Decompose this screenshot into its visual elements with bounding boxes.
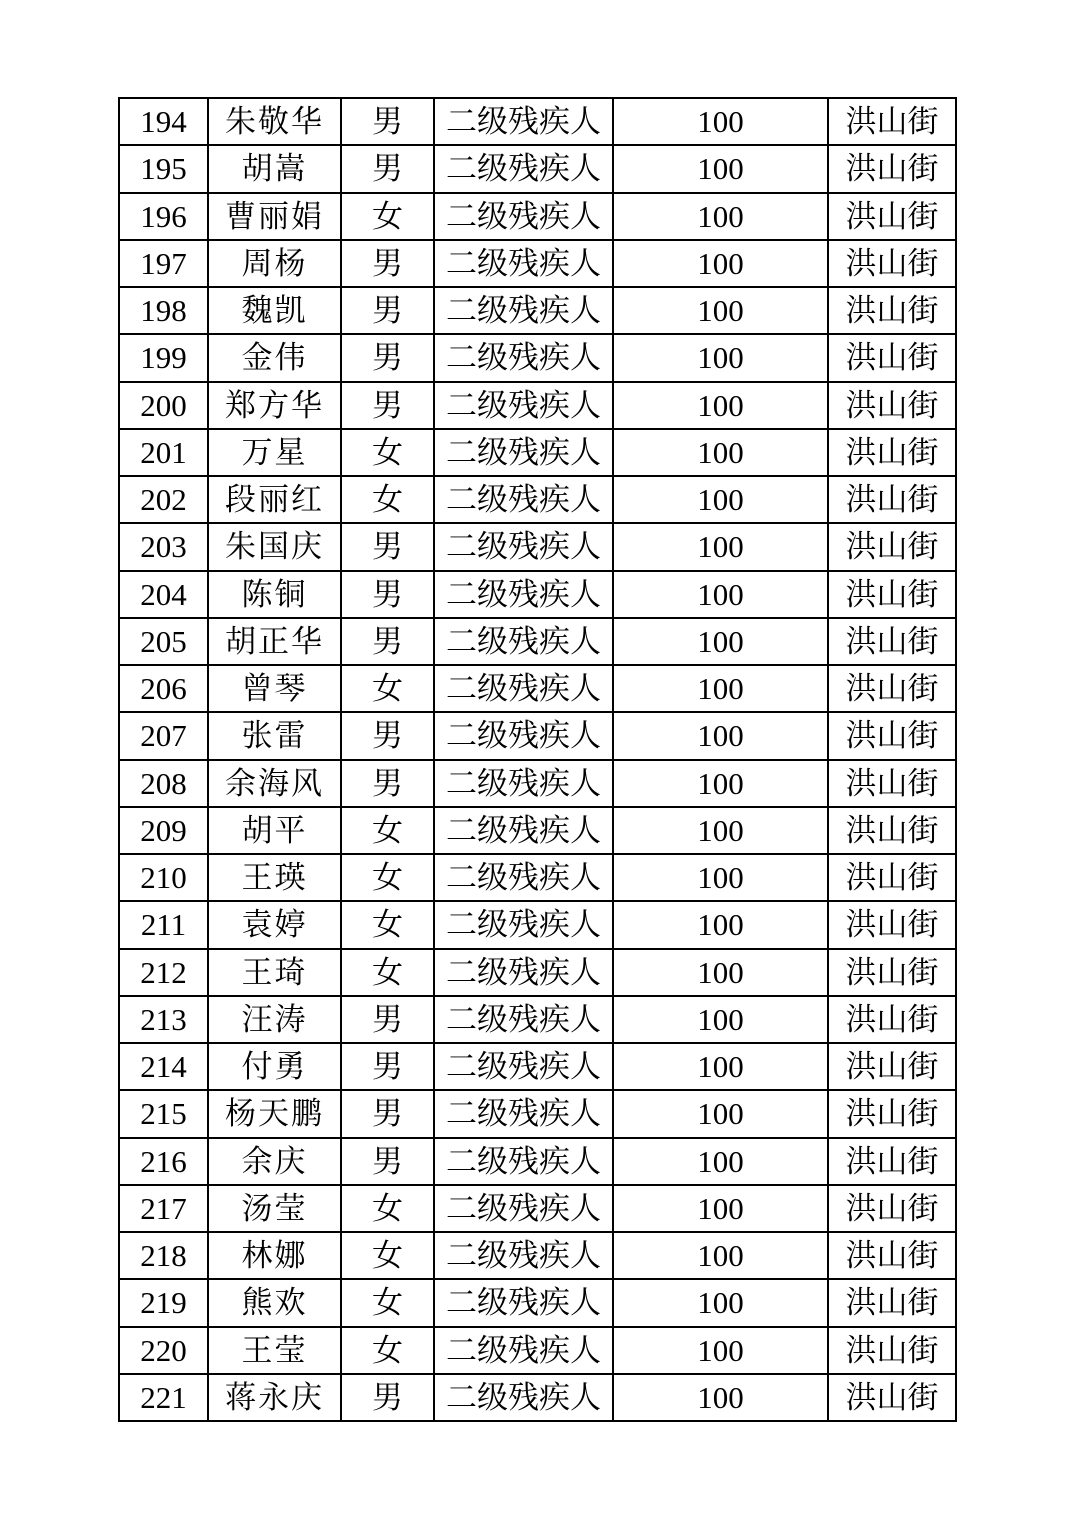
cell-street: 洪山街 (828, 1327, 956, 1374)
cell-street: 洪山街 (828, 523, 956, 570)
table-row (119, 571, 956, 618)
cell-person-name: 曾琴 (208, 665, 341, 712)
cell-person-name: 段丽红 (208, 476, 341, 523)
cell-amount: 100 (613, 1138, 828, 1185)
cell-gender: 女 (341, 476, 434, 523)
cell-street: 洪山街 (828, 240, 956, 287)
cell-row-number: 194 (119, 98, 208, 145)
cell-gender: 男 (341, 996, 434, 1043)
cell-category: 二级残疾人 (434, 996, 613, 1043)
table-row (119, 287, 956, 334)
cell-row-number: 211 (119, 901, 208, 948)
cell-category: 二级残疾人 (434, 854, 613, 901)
cell-amount: 100 (613, 334, 828, 381)
table-row (119, 712, 956, 759)
cell-category: 二级残疾人 (434, 571, 613, 618)
cell-person-name: 杨天鹏 (208, 1090, 341, 1137)
table-row (119, 523, 956, 570)
cell-gender: 男 (341, 287, 434, 334)
cell-gender: 女 (341, 949, 434, 996)
cell-street: 洪山街 (828, 287, 956, 334)
cell-street: 洪山街 (828, 571, 956, 618)
cell-street: 洪山街 (828, 145, 956, 192)
cell-person-name: 魏凯 (208, 287, 341, 334)
cell-category: 二级残疾人 (434, 901, 613, 948)
table-body (119, 98, 956, 1421)
table-row (119, 334, 956, 381)
cell-street: 洪山街 (828, 1185, 956, 1232)
table-row (119, 854, 956, 901)
cell-amount: 100 (613, 193, 828, 240)
cell-row-number: 208 (119, 760, 208, 807)
cell-category: 二级残疾人 (434, 1185, 613, 1232)
cell-person-name: 王莹 (208, 1327, 341, 1374)
cell-amount: 100 (613, 712, 828, 759)
cell-amount: 100 (613, 1232, 828, 1279)
cell-category: 二级残疾人 (434, 145, 613, 192)
cell-amount: 100 (613, 618, 828, 665)
cell-row-number: 201 (119, 429, 208, 476)
cell-amount: 100 (613, 901, 828, 948)
cell-amount: 100 (613, 476, 828, 523)
cell-person-name: 张雷 (208, 712, 341, 759)
cell-row-number: 218 (119, 1232, 208, 1279)
cell-gender: 男 (341, 760, 434, 807)
table-row (119, 901, 956, 948)
cell-street: 洪山街 (828, 901, 956, 948)
cell-street: 洪山街 (828, 334, 956, 381)
cell-row-number: 219 (119, 1279, 208, 1326)
cell-gender: 男 (341, 98, 434, 145)
cell-category: 二级残疾人 (434, 193, 613, 240)
cell-category: 二级残疾人 (434, 382, 613, 429)
table-row (119, 1185, 956, 1232)
table-row (119, 618, 956, 665)
cell-amount: 100 (613, 665, 828, 712)
cell-category: 二级残疾人 (434, 1327, 613, 1374)
cell-category: 二级残疾人 (434, 334, 613, 381)
cell-amount: 100 (613, 854, 828, 901)
cell-category: 二级残疾人 (434, 240, 613, 287)
cell-gender: 女 (341, 1327, 434, 1374)
cell-row-number: 204 (119, 571, 208, 618)
cell-category: 二级残疾人 (434, 476, 613, 523)
cell-row-number: 200 (119, 382, 208, 429)
cell-gender: 女 (341, 1279, 434, 1326)
cell-street: 洪山街 (828, 1279, 956, 1326)
cell-gender: 女 (341, 429, 434, 476)
cell-amount: 100 (613, 949, 828, 996)
cell-gender: 女 (341, 854, 434, 901)
cell-row-number: 210 (119, 854, 208, 901)
table-row (119, 145, 956, 192)
cell-category: 二级残疾人 (434, 618, 613, 665)
cell-street: 洪山街 (828, 618, 956, 665)
cell-gender: 男 (341, 571, 434, 618)
cell-person-name: 王琦 (208, 949, 341, 996)
cell-gender: 男 (341, 240, 434, 287)
table-row (119, 476, 956, 523)
cell-gender: 男 (341, 618, 434, 665)
cell-row-number: 214 (119, 1043, 208, 1090)
table-row (119, 807, 956, 854)
table-row (119, 429, 956, 476)
cell-amount: 100 (613, 1185, 828, 1232)
cell-row-number: 196 (119, 193, 208, 240)
cell-amount: 100 (613, 429, 828, 476)
cell-amount: 100 (613, 1279, 828, 1326)
cell-gender: 女 (341, 665, 434, 712)
table-row (119, 240, 956, 287)
table-row (119, 193, 956, 240)
cell-row-number: 198 (119, 287, 208, 334)
cell-person-name: 余庆 (208, 1138, 341, 1185)
table-row (119, 382, 956, 429)
cell-amount: 100 (613, 1043, 828, 1090)
table-row (119, 996, 956, 1043)
cell-amount: 100 (613, 523, 828, 570)
cell-street: 洪山街 (828, 429, 956, 476)
cell-category: 二级残疾人 (434, 949, 613, 996)
cell-row-number: 217 (119, 1185, 208, 1232)
cell-gender: 男 (341, 1374, 434, 1421)
table-row (119, 760, 956, 807)
cell-street: 洪山街 (828, 1090, 956, 1137)
cell-gender: 女 (341, 1232, 434, 1279)
cell-amount: 100 (613, 1090, 828, 1137)
cell-person-name: 袁婷 (208, 901, 341, 948)
cell-category: 二级残疾人 (434, 712, 613, 759)
cell-person-name: 余海风 (208, 760, 341, 807)
cell-gender: 女 (341, 901, 434, 948)
cell-amount: 100 (613, 1327, 828, 1374)
cell-amount: 100 (613, 996, 828, 1043)
cell-person-name: 周杨 (208, 240, 341, 287)
cell-amount: 100 (613, 571, 828, 618)
cell-street: 洪山街 (828, 996, 956, 1043)
cell-person-name: 金伟 (208, 334, 341, 381)
cell-row-number: 195 (119, 145, 208, 192)
cell-row-number: 207 (119, 712, 208, 759)
cell-amount: 100 (613, 287, 828, 334)
cell-category: 二级残疾人 (434, 429, 613, 476)
disability-subsidy-table (118, 97, 957, 1422)
cell-person-name: 朱国庆 (208, 523, 341, 570)
cell-category: 二级残疾人 (434, 1374, 613, 1421)
cell-category: 二级残疾人 (434, 1043, 613, 1090)
cell-amount: 100 (613, 240, 828, 287)
cell-street: 洪山街 (828, 98, 956, 145)
cell-category: 二级残疾人 (434, 807, 613, 854)
cell-category: 二级残疾人 (434, 523, 613, 570)
cell-row-number: 199 (119, 334, 208, 381)
cell-person-name: 熊欢 (208, 1279, 341, 1326)
cell-gender: 男 (341, 1090, 434, 1137)
cell-person-name: 万星 (208, 429, 341, 476)
cell-row-number: 206 (119, 665, 208, 712)
cell-row-number: 209 (119, 807, 208, 854)
cell-gender: 男 (341, 712, 434, 759)
table-row (119, 98, 956, 145)
cell-person-name: 汤莹 (208, 1185, 341, 1232)
cell-gender: 男 (341, 1138, 434, 1185)
cell-person-name: 王瑛 (208, 854, 341, 901)
cell-street: 洪山街 (828, 1043, 956, 1090)
cell-row-number: 221 (119, 1374, 208, 1421)
table-row (119, 1043, 956, 1090)
cell-gender: 男 (341, 382, 434, 429)
cell-category: 二级残疾人 (434, 1279, 613, 1326)
cell-gender: 女 (341, 807, 434, 854)
cell-street: 洪山街 (828, 193, 956, 240)
cell-gender: 男 (341, 334, 434, 381)
cell-row-number: 205 (119, 618, 208, 665)
cell-category: 二级残疾人 (434, 1138, 613, 1185)
cell-amount: 100 (613, 145, 828, 192)
cell-street: 洪山街 (828, 854, 956, 901)
cell-street: 洪山街 (828, 807, 956, 854)
table-row (119, 1232, 956, 1279)
cell-person-name: 郑方华 (208, 382, 341, 429)
cell-person-name: 蒋永庆 (208, 1374, 341, 1421)
cell-category: 二级残疾人 (434, 287, 613, 334)
cell-row-number: 202 (119, 476, 208, 523)
cell-street: 洪山街 (828, 476, 956, 523)
cell-street: 洪山街 (828, 1374, 956, 1421)
cell-person-name: 陈铜 (208, 571, 341, 618)
cell-row-number: 220 (119, 1327, 208, 1374)
cell-amount: 100 (613, 760, 828, 807)
cell-person-name: 胡嵩 (208, 145, 341, 192)
cell-street: 洪山街 (828, 1138, 956, 1185)
cell-person-name: 曹丽娟 (208, 193, 341, 240)
table-row (119, 1327, 956, 1374)
table-row (119, 1138, 956, 1185)
cell-person-name: 朱敬华 (208, 98, 341, 145)
cell-row-number: 215 (119, 1090, 208, 1137)
cell-street: 洪山街 (828, 382, 956, 429)
cell-person-name: 汪涛 (208, 996, 341, 1043)
cell-amount: 100 (613, 807, 828, 854)
cell-category: 二级残疾人 (434, 1090, 613, 1137)
cell-row-number: 197 (119, 240, 208, 287)
cell-category: 二级残疾人 (434, 760, 613, 807)
table-row (119, 1090, 956, 1137)
cell-category: 二级残疾人 (434, 98, 613, 145)
cell-amount: 100 (613, 98, 828, 145)
cell-gender: 女 (341, 193, 434, 240)
cell-street: 洪山街 (828, 949, 956, 996)
cell-row-number: 216 (119, 1138, 208, 1185)
cell-category: 二级残疾人 (434, 1232, 613, 1279)
cell-person-name: 胡正华 (208, 618, 341, 665)
cell-category: 二级残疾人 (434, 665, 613, 712)
cell-gender: 男 (341, 1043, 434, 1090)
table-row (119, 1374, 956, 1421)
table-row (119, 949, 956, 996)
cell-street: 洪山街 (828, 760, 956, 807)
cell-street: 洪山街 (828, 1232, 956, 1279)
cell-amount: 100 (613, 1374, 828, 1421)
cell-street: 洪山街 (828, 665, 956, 712)
cell-gender: 男 (341, 523, 434, 570)
cell-street: 洪山街 (828, 712, 956, 759)
cell-row-number: 203 (119, 523, 208, 570)
table-row (119, 665, 956, 712)
cell-gender: 男 (341, 145, 434, 192)
cell-person-name: 付勇 (208, 1043, 341, 1090)
cell-person-name: 胡平 (208, 807, 341, 854)
cell-person-name: 林娜 (208, 1232, 341, 1279)
cell-row-number: 213 (119, 996, 208, 1043)
cell-row-number: 212 (119, 949, 208, 996)
cell-amount: 100 (613, 382, 828, 429)
table-row (119, 1279, 956, 1326)
cell-gender: 女 (341, 1185, 434, 1232)
